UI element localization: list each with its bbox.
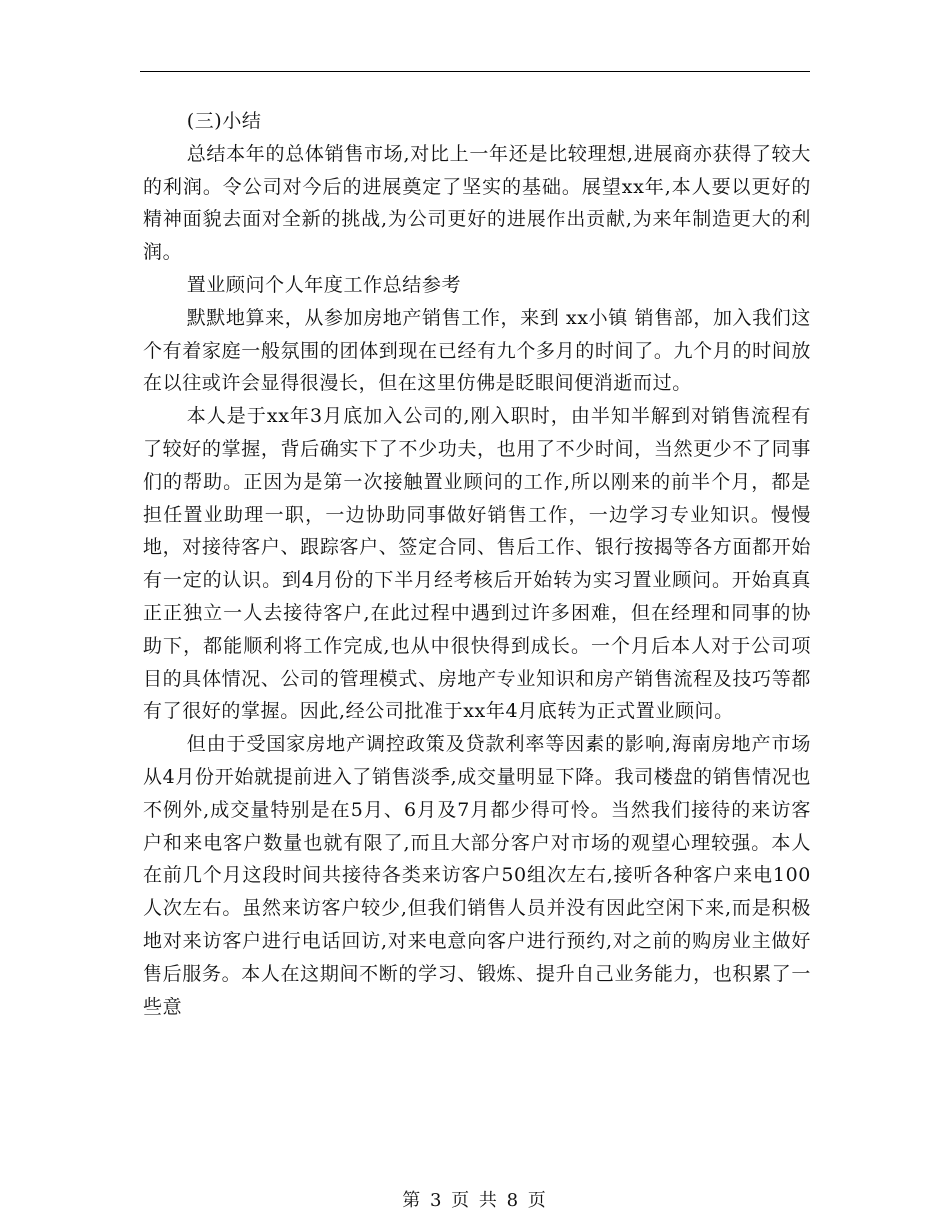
header-rule [140, 71, 810, 72]
article-title: 置业顾问个人年度工作总结参考 [186, 273, 462, 296]
document-body [143, 105, 811, 1023]
paragraph-market: 但由于受国家房地产调控政策及贷款利率等因素的影响,海南房地产市场从4月份开始就提前进入了销售淡季,成交量明显下降。我司楼盘的销售情况也不例外,成交量特别是在5月、6月及7月都少得可怜。当然我们接待的来访客户和来电客户数量也就有限了,而且大部分客户对市场的观望心理较强。本人在前几个月这段时间共接待各类来访客户50组次左右,接听各种客户来电100人次左右。虽然来访客户较少,但我们销售人员并没有因此空闲下来,而是积极地对来访客户进行电话回访,对来电意向客户进行预约,对之前的购房业主做好售后服务。本人在这期间不断的学习、锻炼、提升自己业务能力，也积累了一些意 [143, 733, 811, 1018]
paragraph-intro: 默默地算来，从参加房地产销售工作，来到 xx小镇 销售部，加入我们这个有着家庭一般氛围的团体到现在已经有九个多月的时间了。九个月的时间放在以往或许会显得很漫长，但在这里仿佛是眨眼间便消逝而过。 [143, 306, 811, 395]
section-heading-summary: (三)小结 [186, 110, 262, 132]
paragraph-onboarding: 本人是于xx年3月底加入公司的,刚入职时，由半知半解到对销售流程有了较好的掌握，背后确实下了不少功夫，也用了不少时间，当然更少不了同事们的帮助。正因为是第一次接触置业顾问的工作,所以刚来的前半个月，都是担任置业助理一职，一边协助同事做好销售工作，一边学习专业知识。慢慢地，对接待客户、跟踪客户、签定合同、售后工作、银行按揭等各方面都开始有一定的认识。到4月份的下半月经考核后开始转为实习置业顾问。开始真真正正独立一人去接待客户,在此过程中遇到过许多困难，但在经理和同事的协助下，都能顺利将工作完成,也从中很快得到成长。一个月后本人对于公司项目的具体情况、公司的管理模式、房地产专业知识和房产销售流程及技巧等都有了很好的掌握。因此,经公司批准于xx年4月底转为正式置业顾问。 [143, 405, 811, 723]
paragraph-summary: 总结本年的总体销售市场,对比上一年还是比较理想,进展商亦获得了较大的利润。令公司对今后的进展奠定了坚实的基础。展望xx年,本人要以更好的精神面貌去面对全新的挑战,为公司更好的进展作出贡献,为来年制造更大的利润。 [143, 142, 811, 264]
page-number-footer: 第 3 页 共 8 页 [402, 1190, 548, 1211]
